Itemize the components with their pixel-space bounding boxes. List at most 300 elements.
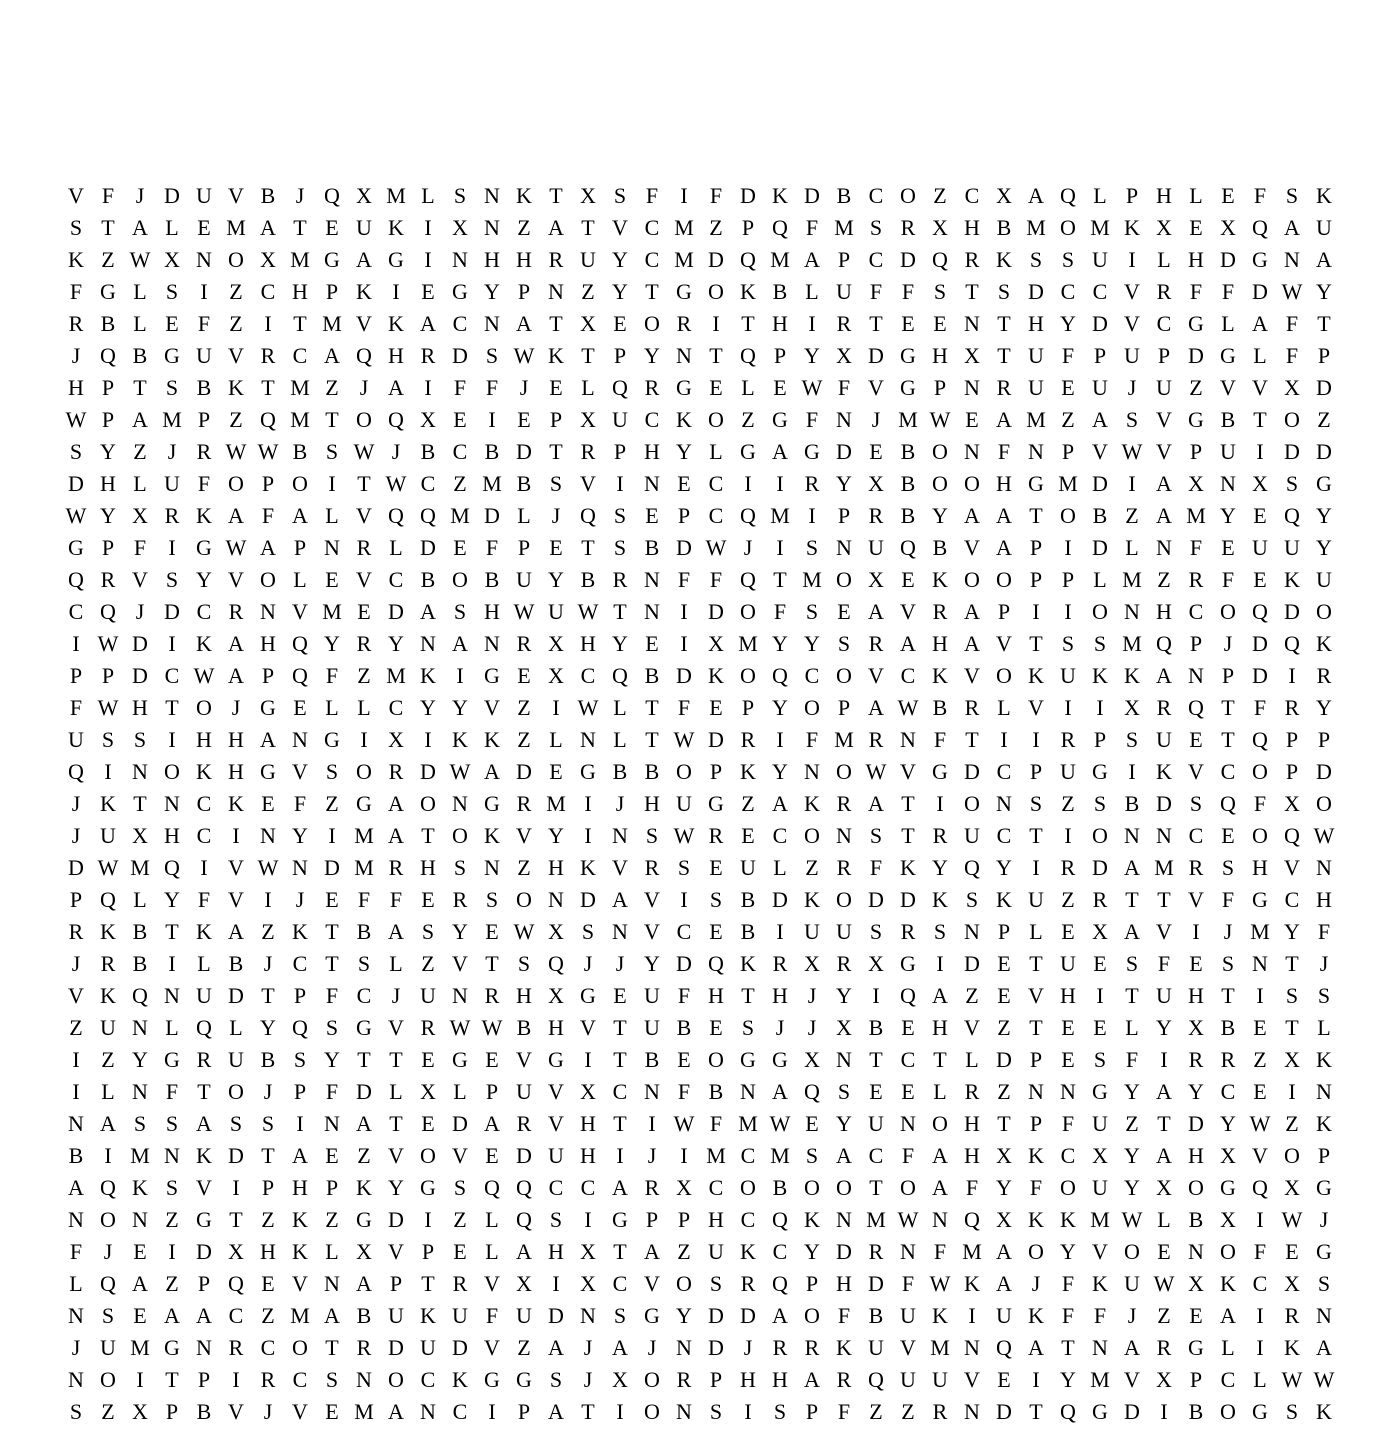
grid-letter[interactable]: R xyxy=(548,247,564,272)
grid-letter[interactable]: H xyxy=(1316,887,1332,912)
grid-letter[interactable]: Z xyxy=(421,951,435,976)
grid-letter[interactable]: S xyxy=(165,375,179,400)
grid-letter[interactable]: P xyxy=(1285,759,1299,784)
grid-letter[interactable]: H xyxy=(68,375,84,400)
grid-letter[interactable]: O xyxy=(996,663,1012,688)
grid-letter[interactable]: N xyxy=(548,279,564,304)
grid-letter[interactable]: O xyxy=(740,663,756,688)
grid-letter[interactable]: B xyxy=(484,439,500,464)
grid-letter[interactable]: V xyxy=(644,1271,660,1296)
grid-letter[interactable]: U xyxy=(420,1335,436,1360)
grid-letter[interactable]: H xyxy=(196,727,212,752)
grid-letter[interactable]: W xyxy=(1281,279,1303,304)
grid-letter[interactable]: Z xyxy=(165,1271,179,1296)
grid-letter[interactable]: F xyxy=(869,279,883,304)
grid-letter[interactable]: I xyxy=(552,695,560,720)
grid-letter[interactable]: R xyxy=(836,791,852,816)
grid-letter[interactable]: H xyxy=(964,1143,980,1168)
grid-letter[interactable]: F xyxy=(1221,279,1235,304)
grid-letter[interactable]: V xyxy=(292,1399,308,1424)
grid-letter[interactable]: T xyxy=(165,1367,179,1392)
grid-letter[interactable]: P xyxy=(613,343,627,368)
grid-letter[interactable]: D xyxy=(1284,439,1300,464)
grid-letter[interactable]: T xyxy=(997,1111,1011,1136)
grid-letter[interactable]: T xyxy=(869,1175,883,1200)
grid-letter[interactable]: I xyxy=(1032,855,1040,880)
grid-letter[interactable]: F xyxy=(805,727,819,752)
grid-letter[interactable]: C xyxy=(1188,599,1204,624)
grid-letter[interactable]: T xyxy=(133,791,147,816)
grid-letter[interactable]: Q xyxy=(740,343,756,368)
grid-letter[interactable]: O xyxy=(740,599,756,624)
grid-letter[interactable]: E xyxy=(1189,1303,1203,1328)
grid-letter[interactable]: V xyxy=(292,599,308,624)
grid-letter[interactable]: H xyxy=(580,631,596,656)
grid-letter[interactable]: N xyxy=(164,1143,180,1168)
grid-letter[interactable]: F xyxy=(485,1303,499,1328)
grid-letter[interactable]: B xyxy=(580,567,596,592)
grid-letter[interactable]: Y xyxy=(1060,1367,1076,1392)
grid-letter[interactable]: G xyxy=(164,1335,180,1360)
grid-letter[interactable]: B xyxy=(356,1303,372,1328)
grid-letter[interactable]: N xyxy=(804,759,820,784)
grid-letter[interactable]: V xyxy=(484,695,500,720)
grid-letter[interactable]: O xyxy=(1060,215,1076,240)
grid-letter[interactable]: W xyxy=(513,599,535,624)
grid-letter[interactable]: N xyxy=(164,791,180,816)
grid-letter[interactable]: G xyxy=(900,375,916,400)
grid-letter[interactable]: R xyxy=(644,1175,660,1200)
grid-letter[interactable]: I xyxy=(1064,599,1072,624)
grid-letter[interactable]: C xyxy=(164,663,180,688)
grid-letter[interactable]: D xyxy=(324,855,340,880)
grid-letter[interactable]: H xyxy=(964,215,980,240)
grid-letter[interactable]: E xyxy=(901,1079,915,1104)
grid-letter[interactable]: W xyxy=(1121,439,1143,464)
grid-letter[interactable]: U xyxy=(1316,567,1332,592)
grid-letter[interactable]: R xyxy=(420,343,436,368)
grid-letter[interactable]: G xyxy=(1092,1079,1108,1104)
grid-letter[interactable]: I xyxy=(680,631,688,656)
grid-letter[interactable]: Z xyxy=(261,919,275,944)
grid-letter[interactable]: T xyxy=(773,567,787,592)
grid-letter[interactable]: P xyxy=(709,759,723,784)
grid-letter[interactable]: Y xyxy=(324,1047,340,1072)
grid-letter[interactable]: U xyxy=(644,983,660,1008)
grid-letter[interactable]: B xyxy=(132,919,148,944)
grid-letter[interactable]: T xyxy=(1029,951,1043,976)
grid-letter[interactable]: B xyxy=(260,183,276,208)
grid-letter[interactable]: N xyxy=(292,727,308,752)
grid-letter[interactable]: Z xyxy=(805,855,819,880)
grid-letter[interactable]: Z xyxy=(1285,1111,1299,1136)
grid-letter[interactable]: I xyxy=(1096,983,1104,1008)
grid-letter[interactable]: R xyxy=(228,599,244,624)
grid-letter[interactable]: U xyxy=(804,919,820,944)
grid-letter[interactable]: W xyxy=(353,439,375,464)
grid-letter[interactable]: S xyxy=(1221,951,1235,976)
grid-letter[interactable]: V xyxy=(644,919,660,944)
grid-letter[interactable]: S xyxy=(613,1303,627,1328)
grid-letter[interactable]: P xyxy=(549,407,563,432)
grid-letter[interactable]: T xyxy=(645,727,659,752)
grid-letter[interactable]: Y xyxy=(292,823,308,848)
grid-letter[interactable]: G xyxy=(772,1047,788,1072)
grid-letter[interactable]: R xyxy=(804,1335,820,1360)
grid-letter[interactable]: Y xyxy=(388,631,404,656)
grid-letter[interactable]: E xyxy=(645,631,659,656)
grid-letter[interactable]: C xyxy=(868,183,884,208)
grid-letter[interactable]: S xyxy=(229,1111,243,1136)
grid-letter[interactable]: E xyxy=(1285,1239,1299,1264)
grid-letter[interactable]: N xyxy=(420,631,436,656)
grid-letter[interactable]: Q xyxy=(548,951,564,976)
grid-letter[interactable]: S xyxy=(133,1111,147,1136)
grid-letter[interactable]: D xyxy=(516,1143,532,1168)
grid-letter[interactable]: V xyxy=(1252,1143,1268,1168)
grid-letter[interactable]: K xyxy=(548,343,564,368)
grid-letter[interactable]: V xyxy=(1028,695,1044,720)
grid-letter[interactable]: O xyxy=(1220,599,1236,624)
grid-letter[interactable]: I xyxy=(680,183,688,208)
grid-letter[interactable]: Q xyxy=(1060,1399,1076,1424)
grid-letter[interactable]: I xyxy=(488,407,496,432)
grid-letter[interactable]: R xyxy=(516,1111,532,1136)
grid-letter[interactable]: R xyxy=(68,311,84,336)
grid-letter[interactable]: W xyxy=(481,1015,503,1040)
grid-letter[interactable]: L xyxy=(933,1079,947,1104)
grid-letter[interactable]: U xyxy=(932,1367,948,1392)
grid-letter[interactable]: H xyxy=(228,727,244,752)
grid-letter[interactable]: X xyxy=(1092,1143,1108,1168)
grid-letter[interactable]: V xyxy=(964,1367,980,1392)
grid-letter[interactable]: E xyxy=(709,695,723,720)
grid-letter[interactable]: Y xyxy=(100,439,116,464)
grid-letter[interactable]: D xyxy=(484,503,500,528)
grid-letter[interactable]: G xyxy=(708,791,724,816)
grid-letter[interactable]: R xyxy=(356,535,372,560)
grid-letter[interactable]: K xyxy=(356,279,372,304)
grid-letter[interactable]: J xyxy=(263,1399,273,1424)
grid-letter[interactable]: R xyxy=(772,951,788,976)
grid-letter[interactable]: I xyxy=(744,1399,752,1424)
grid-letter[interactable]: F xyxy=(1253,695,1267,720)
grid-letter[interactable]: Q xyxy=(100,1271,116,1296)
grid-letter[interactable]: N xyxy=(1028,439,1044,464)
grid-letter[interactable]: Y xyxy=(1316,535,1332,560)
grid-letter[interactable]: P xyxy=(645,1207,659,1232)
grid-letter[interactable]: I xyxy=(584,1207,592,1232)
grid-letter[interactable]: O xyxy=(932,471,948,496)
grid-letter[interactable]: A xyxy=(868,791,884,816)
grid-letter[interactable]: I xyxy=(232,823,240,848)
grid-letter[interactable]: P xyxy=(837,247,851,272)
grid-letter[interactable]: U xyxy=(516,1079,532,1104)
grid-letter[interactable]: N xyxy=(740,1079,756,1104)
grid-letter[interactable]: R xyxy=(1188,567,1204,592)
grid-letter[interactable]: S xyxy=(69,439,83,464)
grid-letter[interactable]: O xyxy=(1060,1175,1076,1200)
grid-letter[interactable]: I xyxy=(360,727,368,752)
grid-letter[interactable]: K xyxy=(900,855,916,880)
grid-letter[interactable]: D xyxy=(964,759,980,784)
grid-letter[interactable]: X xyxy=(516,1271,532,1296)
grid-letter[interactable]: V xyxy=(612,215,628,240)
grid-letter[interactable]: O xyxy=(1028,1239,1044,1264)
grid-letter[interactable]: S xyxy=(1093,1047,1107,1072)
grid-letter[interactable]: A xyxy=(900,631,916,656)
grid-letter[interactable]: M xyxy=(354,1399,374,1424)
grid-letter[interactable]: V xyxy=(1252,375,1268,400)
grid-letter[interactable]: S xyxy=(805,599,819,624)
grid-letter[interactable]: E xyxy=(453,407,467,432)
grid-letter[interactable]: G xyxy=(676,279,692,304)
grid-letter[interactable]: G xyxy=(484,791,500,816)
grid-letter[interactable]: E xyxy=(773,375,787,400)
grid-letter[interactable]: P xyxy=(773,343,787,368)
grid-letter[interactable]: D xyxy=(1188,343,1204,368)
grid-letter[interactable]: A xyxy=(68,1175,84,1200)
grid-letter[interactable]: D xyxy=(164,183,180,208)
grid-letter[interactable]: Z xyxy=(741,407,755,432)
grid-letter[interactable]: R xyxy=(868,727,884,752)
grid-letter[interactable]: Q xyxy=(260,407,276,432)
grid-letter[interactable]: C xyxy=(996,823,1012,848)
grid-letter[interactable]: G xyxy=(324,247,340,272)
grid-letter[interactable]: K xyxy=(996,887,1012,912)
grid-letter[interactable]: P xyxy=(1029,759,1043,784)
grid-letter[interactable]: I xyxy=(168,535,176,560)
grid-letter[interactable]: S xyxy=(421,919,435,944)
grid-letter[interactable]: N xyxy=(964,311,980,336)
grid-letter[interactable]: L xyxy=(1221,1335,1235,1360)
grid-letter[interactable]: E xyxy=(549,375,563,400)
grid-letter[interactable]: R xyxy=(644,855,660,880)
grid-letter[interactable]: Y xyxy=(1124,1175,1140,1200)
grid-letter[interactable]: U xyxy=(1028,375,1044,400)
grid-letter[interactable]: S xyxy=(549,1207,563,1232)
grid-letter[interactable]: A xyxy=(1124,855,1140,880)
grid-letter[interactable]: N xyxy=(644,471,660,496)
grid-letter[interactable]: X xyxy=(1284,1175,1300,1200)
grid-letter[interactable]: G xyxy=(772,407,788,432)
grid-letter[interactable]: D xyxy=(548,1303,564,1328)
grid-letter[interactable]: R xyxy=(1156,1335,1172,1360)
grid-letter[interactable]: N xyxy=(964,1399,980,1424)
grid-letter[interactable]: F xyxy=(485,375,499,400)
grid-letter[interactable]: L xyxy=(325,503,339,528)
grid-letter[interactable]: Y xyxy=(676,439,692,464)
grid-letter[interactable]: B xyxy=(644,1047,660,1072)
grid-letter[interactable]: D xyxy=(196,1239,212,1264)
grid-letter[interactable]: B xyxy=(772,1175,788,1200)
grid-letter[interactable]: B xyxy=(708,1079,724,1104)
grid-letter[interactable]: B xyxy=(68,1143,84,1168)
grid-letter[interactable]: O xyxy=(1252,823,1268,848)
grid-letter[interactable]: U xyxy=(868,1335,884,1360)
grid-letter[interactable]: E xyxy=(261,1271,275,1296)
grid-letter[interactable]: Q xyxy=(292,1015,308,1040)
grid-letter[interactable]: T xyxy=(421,823,435,848)
grid-letter[interactable]: D xyxy=(452,343,468,368)
grid-letter[interactable]: X xyxy=(164,247,180,272)
grid-letter[interactable]: S xyxy=(453,855,467,880)
grid-letter[interactable]: E xyxy=(421,1111,435,1136)
grid-letter[interactable]: A xyxy=(964,503,980,528)
grid-letter[interactable]: M xyxy=(354,823,374,848)
grid-letter[interactable]: T xyxy=(997,343,1011,368)
grid-letter[interactable]: Y xyxy=(1124,1143,1140,1168)
grid-letter[interactable]: I xyxy=(104,1143,112,1168)
grid-letter[interactable]: X xyxy=(580,183,596,208)
grid-letter[interactable]: U xyxy=(900,1367,916,1392)
grid-letter[interactable]: A xyxy=(804,1367,820,1392)
grid-letter[interactable]: O xyxy=(1060,503,1076,528)
grid-letter[interactable]: Y xyxy=(932,503,948,528)
grid-letter[interactable]: T xyxy=(1029,823,1043,848)
grid-letter[interactable]: P xyxy=(517,1399,531,1424)
grid-letter[interactable]: G xyxy=(260,759,276,784)
grid-letter[interactable]: C xyxy=(644,215,660,240)
grid-letter[interactable]: M xyxy=(1026,215,1046,240)
grid-letter[interactable]: P xyxy=(1285,727,1299,752)
grid-letter[interactable]: O xyxy=(1092,823,1108,848)
grid-letter[interactable]: F xyxy=(677,695,691,720)
grid-letter[interactable]: Z xyxy=(133,439,147,464)
grid-letter[interactable]: A xyxy=(1124,1335,1140,1360)
grid-letter[interactable]: X xyxy=(804,951,820,976)
grid-letter[interactable]: O xyxy=(1124,1239,1140,1264)
grid-letter[interactable]: Z xyxy=(453,1207,467,1232)
grid-letter[interactable]: P xyxy=(517,535,531,560)
grid-letter[interactable]: H xyxy=(964,1111,980,1136)
grid-letter[interactable]: W xyxy=(257,439,279,464)
grid-letter[interactable]: N xyxy=(196,1335,212,1360)
grid-letter[interactable]: M xyxy=(290,247,310,272)
grid-letter[interactable]: S xyxy=(613,183,627,208)
grid-letter[interactable]: R xyxy=(452,1271,468,1296)
grid-letter[interactable]: Q xyxy=(1252,215,1268,240)
grid-letter[interactable]: Y xyxy=(1316,695,1332,720)
grid-letter[interactable]: W xyxy=(705,535,727,560)
grid-letter[interactable]: Q xyxy=(612,663,628,688)
grid-letter[interactable]: U xyxy=(100,1335,116,1360)
grid-letter[interactable]: G xyxy=(580,759,596,784)
grid-letter[interactable]: T xyxy=(1221,727,1235,752)
grid-letter[interactable]: T xyxy=(389,1047,403,1072)
grid-letter[interactable]: T xyxy=(581,343,595,368)
grid-letter[interactable]: G xyxy=(484,1367,500,1392)
grid-letter[interactable]: X xyxy=(964,343,980,368)
grid-letter[interactable]: M xyxy=(546,791,566,816)
grid-letter[interactable]: B xyxy=(100,311,116,336)
grid-letter[interactable]: W xyxy=(673,1111,695,1136)
grid-letter[interactable]: V xyxy=(516,1047,532,1072)
grid-letter[interactable]: A xyxy=(196,1111,212,1136)
grid-letter[interactable]: K xyxy=(772,183,788,208)
grid-letter[interactable]: S xyxy=(293,1047,307,1072)
grid-letter[interactable]: O xyxy=(292,471,308,496)
grid-letter[interactable]: G xyxy=(900,951,916,976)
grid-letter[interactable]: E xyxy=(933,311,947,336)
grid-letter[interactable]: F xyxy=(485,535,499,560)
grid-letter[interactable]: P xyxy=(1189,1367,1203,1392)
grid-letter[interactable]: C xyxy=(1156,311,1172,336)
grid-letter[interactable]: Q xyxy=(740,503,756,528)
grid-letter[interactable]: M xyxy=(322,599,342,624)
grid-letter[interactable]: P xyxy=(101,663,115,688)
grid-letter[interactable]: N xyxy=(132,759,148,784)
grid-letter[interactable]: P xyxy=(1317,1143,1331,1168)
grid-letter[interactable]: G xyxy=(1220,343,1236,368)
grid-letter[interactable]: K xyxy=(1092,663,1108,688)
grid-letter[interactable]: S xyxy=(485,343,499,368)
grid-letter[interactable]: H xyxy=(708,983,724,1008)
grid-letter[interactable]: D xyxy=(388,599,404,624)
grid-letter[interactable]: H xyxy=(1156,599,1172,624)
grid-letter[interactable]: K xyxy=(68,247,84,272)
grid-letter[interactable]: I xyxy=(680,887,688,912)
grid-letter[interactable]: Q xyxy=(932,247,948,272)
grid-letter[interactable]: E xyxy=(709,855,723,880)
grid-letter[interactable]: J xyxy=(135,183,145,208)
grid-letter[interactable]: M xyxy=(482,471,502,496)
grid-letter[interactable]: I xyxy=(136,1367,144,1392)
grid-letter[interactable]: O xyxy=(932,439,948,464)
grid-letter[interactable]: I xyxy=(776,727,784,752)
grid-letter[interactable]: Y xyxy=(772,695,788,720)
grid-letter[interactable]: G xyxy=(1188,407,1204,432)
grid-letter[interactable]: R xyxy=(676,1367,692,1392)
grid-letter[interactable]: T xyxy=(1317,311,1331,336)
grid-letter[interactable]: P xyxy=(421,1239,435,1264)
grid-letter[interactable]: C xyxy=(292,951,308,976)
grid-letter[interactable]: J xyxy=(1223,919,1233,944)
grid-letter[interactable]: I xyxy=(616,1143,624,1168)
grid-letter[interactable]: R xyxy=(964,247,980,272)
grid-letter[interactable]: U xyxy=(164,471,180,496)
grid-letter[interactable]: H xyxy=(228,759,244,784)
grid-letter[interactable]: V xyxy=(1188,759,1204,784)
grid-letter[interactable]: K xyxy=(420,663,436,688)
grid-letter[interactable]: S xyxy=(357,951,371,976)
grid-letter[interactable]: A xyxy=(1092,407,1108,432)
grid-letter[interactable]: A xyxy=(1252,311,1268,336)
grid-letter[interactable]: A xyxy=(996,407,1012,432)
grid-letter[interactable]: Y xyxy=(612,279,628,304)
grid-letter[interactable]: Y xyxy=(676,1303,692,1328)
grid-letter[interactable]: L xyxy=(1253,343,1267,368)
grid-letter[interactable]: A xyxy=(612,1175,628,1200)
grid-letter[interactable]: F xyxy=(1125,1047,1139,1072)
grid-letter[interactable]: V xyxy=(548,1079,564,1104)
grid-letter[interactable]: A xyxy=(388,919,404,944)
grid-letter[interactable]: E xyxy=(709,375,723,400)
grid-letter[interactable]: I xyxy=(488,1399,496,1424)
grid-letter[interactable]: O xyxy=(1188,1175,1204,1200)
grid-letter[interactable]: Y xyxy=(132,1047,148,1072)
grid-letter[interactable]: V xyxy=(900,599,916,624)
grid-letter[interactable]: L xyxy=(485,1239,499,1264)
grid-letter[interactable]: H xyxy=(388,343,404,368)
grid-letter[interactable]: S xyxy=(261,1111,275,1136)
grid-letter[interactable]: J xyxy=(583,1367,593,1392)
grid-letter[interactable]: I xyxy=(1128,759,1136,784)
grid-letter[interactable]: G xyxy=(932,759,948,784)
grid-letter[interactable]: D xyxy=(964,951,980,976)
grid-letter[interactable]: S xyxy=(1029,791,1043,816)
grid-letter[interactable]: C xyxy=(68,599,84,624)
